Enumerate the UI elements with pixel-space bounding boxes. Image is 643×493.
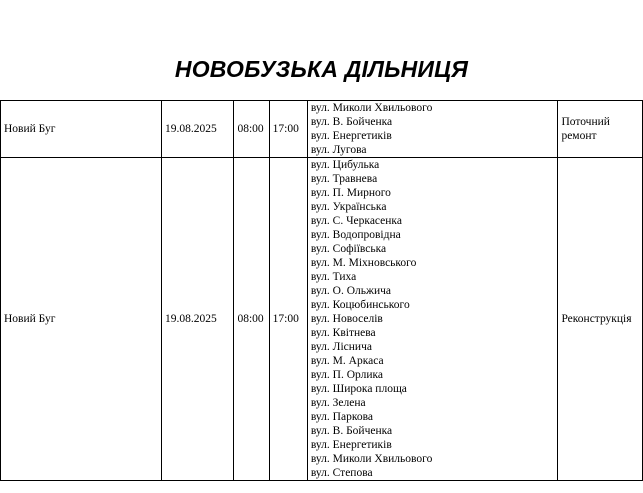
street-item: вул. С. Черкасенка (310, 215, 402, 227)
street-item: вул. Енергетиків (310, 130, 392, 142)
street-item: вул. Новоселів (310, 313, 383, 325)
street-item: вул. Ліснича (310, 341, 372, 353)
end-time-cell: 17:00 (269, 101, 307, 158)
reason-cell: Поточний ремонт (558, 101, 643, 158)
street-item: вул. Миколи Хвильового (310, 102, 433, 114)
street-item: вул. М. Аркаса (310, 355, 384, 367)
start-time-cell: 08:00 (234, 158, 269, 481)
date-cell: 19.08.2025 (162, 101, 234, 158)
date-cell: 19.08.2025 (162, 158, 234, 481)
reason-cell: Реконструкція (558, 158, 643, 481)
streets-cell (307, 101, 558, 158)
street-item: вул. П. Мирного (310, 187, 391, 199)
street-item: вул. В. Бойченка (310, 425, 393, 437)
table-row (1, 158, 643, 481)
street-item: вул. Тиха (310, 271, 357, 283)
street-item: вул. Цибулька (310, 159, 380, 171)
street-item: вул. Паркова (310, 411, 373, 423)
street-item: вул. Зелена (310, 397, 366, 409)
street-item: вул. Лугова (310, 144, 367, 156)
location-cell: Новий Буг (1, 101, 162, 158)
street-item: вул. Софіївська (310, 243, 387, 255)
street-item: вул. В. Бойченка (310, 116, 393, 128)
street-item: вул. Миколи Хвильового (310, 453, 433, 465)
street-item: вул. Українська (310, 201, 387, 213)
street-item: вул. П. Орлика (310, 369, 384, 381)
street-item: вул. Квітнева (310, 327, 376, 339)
street-item: вул. М. Міхновського (310, 257, 417, 269)
streets-cell (307, 158, 558, 481)
street-item: вул. Травнева (310, 173, 378, 185)
end-time-cell: 17:00 (269, 158, 307, 481)
street-item: вул. О. Ольжича (310, 285, 391, 297)
location-cell: Новий Буг (1, 158, 162, 481)
street-item: вул. Енергетиків (310, 439, 392, 451)
page-title: НОВОБУЗЬКА ДІЛЬНИЦЯ (174, 56, 469, 82)
table-row (1, 101, 643, 158)
street-item: вул. Степова (310, 467, 373, 479)
street-item: вул. Водопровідна (310, 229, 401, 241)
street-item: вул. Широка площа (310, 383, 407, 395)
start-time-cell: 08:00 (234, 101, 269, 158)
street-item: вул. Коцюбинського (310, 299, 410, 311)
outage-schedule-table (0, 100, 643, 481)
